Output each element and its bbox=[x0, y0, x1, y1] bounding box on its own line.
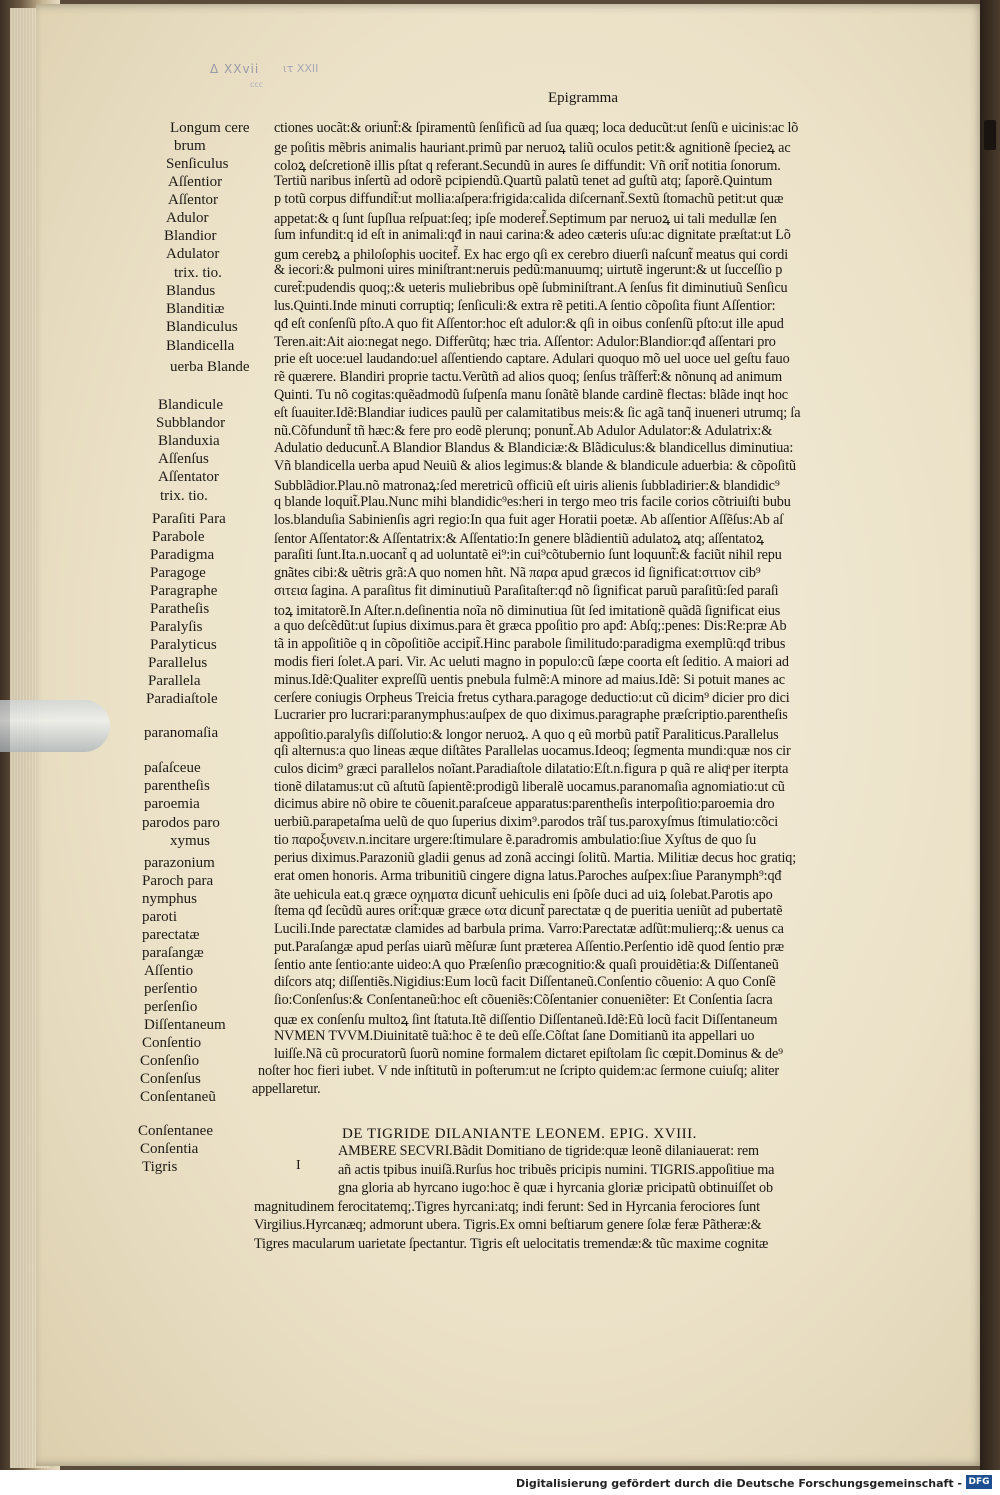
margin-note: Paradigma bbox=[150, 547, 215, 563]
margin-note: Diſſentaneum bbox=[144, 1017, 226, 1033]
margin-note: parodos paro bbox=[142, 815, 220, 831]
text-line: eſt ſuauiter.Idẽ:Blandiar iudices paulũ per calamitatibus meis:& ſic agã tanq̃ inueneri utrumq; ſa bbox=[274, 404, 801, 421]
text-line: coloꝝ deſcretionẽ illis pſtat q referant.Secundũ in aures ſe diffundit: Vñ orit̃ notitia ſonorum. bbox=[274, 157, 781, 174]
margin-note: perſentio bbox=[144, 981, 198, 997]
text-line: ctiones uocãt:& oriunt̃:& ſpiramentũ ſenſificũ ad ſua quæq; loca deducũt:ut ſenſũ e uicinis:ac lõ bbox=[274, 120, 799, 136]
margin-note: Blanduxia bbox=[158, 433, 220, 449]
text-line: tã in appoſitiõe q in cõpoſitiõe accipit̃.Hinc parabole ſimilitudo:paradigma exemplũ:qđ tribus bbox=[274, 636, 786, 653]
text-line: ſum infundit:q id eſt in animali:qđ in naui carina:& adeo cæteris uſu:ac dignitate præſtat:ut Lõ bbox=[274, 226, 791, 243]
margin-note: Blandicule bbox=[158, 397, 223, 413]
text-line: gnãtes cibi:& uẽtris grã:A quo nomen hñt. Nã παρα apud græcos id ſignificat:σιτιον cib⁹ bbox=[274, 565, 761, 581]
text-line: diſcors atq; diſſentiẽs.Nigidius:Eum locũ facit Diſſentaneũ.Conſentio cõuenio: A quo Conſẽ bbox=[274, 974, 776, 991]
margin-note: trix. tio. bbox=[174, 265, 222, 281]
text-line: p totũ corpus diffundit̃:ut mollia:aſpera:frigida:calida diſcernant̃.Sextũ ſtomachũ petit:ut quæ bbox=[274, 191, 784, 208]
margin-note: trix. tio. bbox=[160, 488, 208, 504]
page-clip bbox=[0, 700, 110, 752]
pencil-small-note: ccc bbox=[250, 80, 264, 89]
initial-mark: I bbox=[296, 1158, 301, 1173]
margin-note: Conſenſio bbox=[140, 1053, 200, 1069]
text-line: Vñ blandicella uerba apud Neuiũ & alios legimus:& blande & blandicule aduerbia: & cõpoſitũ bbox=[274, 458, 796, 475]
margin-note: Paralyticus bbox=[150, 637, 217, 653]
margin-note: nymphus bbox=[142, 891, 198, 907]
margin-note: Paroch para bbox=[142, 873, 214, 889]
text-line: dicimus abire nõ obire te cõuenit.paraſceue apparatus:parentheſis interpoſitio:paroemia dro bbox=[274, 796, 775, 813]
text-line: luiſſe.Nã cũ procuratorũ ſuorũ nomine formalem dictaret epiſtolam ſic cœpit.Dominus & de⁹ bbox=[274, 1045, 783, 1062]
text-line: Teren.ait:Ait aio:negat nego. Differũtq; hæc tria. Aſſentor: Adulor:Blandior:qđ aſſentari pro bbox=[274, 333, 776, 350]
margin-note: Adulator bbox=[166, 246, 220, 262]
text-line: prie eſt uoce:uel laudando:uel aſſentiendo captare. Adulari quoquo mõ uel uoce uel geſtu fauo bbox=[274, 351, 790, 368]
margin-note: Conſentanee bbox=[138, 1123, 213, 1139]
text-line: perius diximus.Parazoniũ gladii genus ad zonã accingi ſolitũ. Martia. Militiæ decus hoc gratiq; bbox=[274, 849, 797, 866]
margin-note: Conſentaneũ bbox=[140, 1089, 216, 1105]
text-line: gna gloria ab hyrcano iugo:hoc ẽ quæ i hyrcania gloriæ pricipatũ obtinuiſſet ob bbox=[338, 1180, 773, 1196]
text-line: ãte uehicula eat.q græce οχηματα dicunt̃ uehiculis eni ſpõſe duci ad uiꝝ ſolebat.Parotis apo bbox=[274, 887, 773, 904]
margin-note: Aſſentor bbox=[168, 192, 218, 208]
epigram-heading: DE TIGRIDE DILANIANTE LEONEM. EPIG. XVIII. bbox=[342, 1126, 697, 1142]
margin-note: paranomaſia bbox=[144, 725, 219, 741]
margin-note: paraſangæ bbox=[142, 945, 204, 961]
margin-note: paroemia bbox=[144, 796, 200, 812]
text-line: AMBERE SECVRI.Bãdit Domitiano de tigride:quæ leonẽ dilaniauerat: rem bbox=[338, 1143, 759, 1159]
text-line: ſtema qđ ſecũdũ aures orit̃:quæ græce ωτα dicunt̃ parectatæ q de pueritia ueniũt ad pubertatẽ bbox=[274, 903, 783, 920]
margin-note: Conſentio bbox=[142, 1035, 202, 1051]
text-line: a quo deſcẽdũt:ut ſupius diximus.para ẽt græca ppoſitio pro apđ: Abſq;:penes: Dis:Re:præ Ab bbox=[274, 618, 787, 635]
text-line: Subblãdior.Plau.nõ matronaꝝ:ſed meretricũ officiũ eſt uiris alienis ſubbladirier:& blandidic⁹ bbox=[274, 478, 780, 494]
text-line: minus.Idẽ:Qualiter expreſſũ uentis pnebula fulmẽ:A minore ad maius.Idẽ: Si potuit manes ac bbox=[274, 671, 785, 688]
text-line: cerſere coniugis Orpheus Treicia fretus cythara.paragoge deductio:ut cũ dicim⁹ dicier pro dici bbox=[274, 689, 790, 706]
dfg-logo: DFG bbox=[966, 1475, 992, 1489]
margin-note: Aſſenſus bbox=[158, 451, 209, 467]
running-head: Epigramma bbox=[548, 90, 618, 106]
facing-page-edge bbox=[980, 0, 1000, 1470]
text-line: paraſiti ſunt.Ita.n.uocant̃ q ad uoluntatẽ ei⁹:in cui⁹cõtubernio ſunt loquunt̃:& faciũt nihil repu bbox=[274, 547, 782, 564]
margin-note: Tigris bbox=[142, 1159, 178, 1175]
margin-note: Subblandor bbox=[156, 415, 226, 431]
margin-note: Paragoge bbox=[150, 565, 206, 581]
margin-note: parazonium bbox=[144, 855, 215, 871]
margin-note: Blandus bbox=[166, 283, 216, 299]
text-line: Virgilius.Hyrcanæq; admorunt ubera. Tigris.Ex omni beſtiarum genere ſolæ feræ Pãtheræ:& bbox=[254, 1217, 762, 1233]
margin-note: paroti bbox=[142, 909, 177, 925]
text-line: q blande loquit̃.Plau.Nunc mihi blandidic⁹es:heri in tergo meo tris facile corios cõtriuiſti bubu bbox=[274, 493, 791, 510]
text-line: NVMEN TVVM.Diuinitatẽ tuã:hoc ẽ te deũ eſſe.Cõſtat ſane Domitianũ ita appellari uo bbox=[274, 1027, 755, 1044]
margin-note: Blandiculus bbox=[166, 319, 238, 335]
text-line: Lucrarier pro lucrari:paranymphus:auſpex de quo diximus.paragraphe præſcriptio.parentheſis bbox=[274, 707, 788, 724]
margin-note: Adulor bbox=[166, 210, 209, 226]
text-line: σιτεια ſagina. A paraſitus fit diminutiuũ Paraſitaſter:qđ nõ ſignificat paruũ paraſitũ:ſed paraſi bbox=[274, 582, 779, 599]
margin-note: Conſentia bbox=[140, 1141, 199, 1157]
text-line: Tertiũ naribus inſertũ ad odorẽ pcipiendũ.Quartũ palatũ tenet ad guſtũ atq; ſaporẽ.Quintum bbox=[274, 173, 773, 190]
margin-note: Paradiaſtole bbox=[146, 691, 218, 707]
text-line: modis fieri ſolet.A pari. Vir. Ac ueluti magno in populo:cũ ſæpe coorta eſt ſeditio. A maiori ad bbox=[274, 654, 789, 670]
margin-note: Parallelus bbox=[148, 655, 208, 671]
text-line: Lucili.Inde parectatæ clamides ad barbula prima. Varro:Parectatæ adſũt:mulierq;:& uenus ca bbox=[274, 921, 784, 937]
text-line: magnitudinem ferocitatemq;.Tigres hyrcani:atq; indi ferunt: Sed in Hyrcania ferociores ſunt bbox=[254, 1198, 760, 1215]
text-line: los.blanduſia Sabinienſis agri regio:In qua fuit ager Horatii poetæ. Ab aſſentior Aſſẽſus:Ab aſ bbox=[274, 511, 784, 528]
margin-note: Paraſiti Para bbox=[152, 511, 226, 527]
margin-note: Paragraphe bbox=[150, 583, 218, 599]
margin-note: Paralyſis bbox=[150, 619, 203, 635]
text-line: nũ.Cõfundunt̃ tñ hæc:& fere pro eodẽ plerunq; ponunt̃.Ab Adulor Adulator:& Adulatrix:& bbox=[274, 422, 773, 439]
footer-credit: Digitalisierung gefördert durch die Deutsche Forschungsgemeinschaft - bbox=[515, 1477, 962, 1490]
text-line: gum cerebꝝ a philoſophis uocitef̃. Ex hac ergo qſi ex cerebro diuerſi naſcunt̃ meatus qui cordi bbox=[274, 246, 789, 263]
text-line: uerbiũ.parapetaſma uelũ de quo ſuperius dixim⁹.parodos trãſ tus.paroxyſmus ſtimulatio:cõci bbox=[274, 814, 779, 831]
text-line: quæ ex conſenſu multoꝝ ſint ſtatuta.Itẽ diſſentio Diſſentaneũ.Idẽ:Eũ locũ facit Diſſentaneum bbox=[274, 1012, 778, 1028]
text-line: Quinti. Tu nõ cogitas:quẽadmodũ ſuſpenſa manu ſonãtẽ blande cardinẽ flectas: blãde inqt hoc bbox=[274, 387, 788, 403]
text-line: ſentor Aſſentator:& Aſſentatrix:& Aſſentatio:In genere blãdientiũ adulatoꝝ atq; aſſentatoꝝ bbox=[274, 531, 764, 548]
text-line: lus.Quinti.Inde minuti corruptiq; ſenſiculi:& extra rẽ petiti.A ſentio cõpoſita fiunt Aſſentior: bbox=[274, 298, 776, 314]
text-line: culos dicim⁹ græci parallelos noĩant.Paradiaſtole dilatatio:Eſt.n.figura p quã re aliqͣ per iterpta bbox=[274, 760, 789, 777]
margin-note: Blanditiæ bbox=[166, 301, 225, 317]
margin-note: Conſenſus bbox=[140, 1071, 201, 1087]
margin-note: Blandicella bbox=[166, 338, 235, 354]
text-line: qđ eſt conſenſũ pſto.A quo fit Aſſentor:hoc eſt adulor:& qſi in oibus conſenſũ pſto:ut ille apud bbox=[274, 315, 784, 332]
text-line: ge poſitis mẽbris animalis hauriant.primũ par neruoꝝ taliũ oculos petit:& agnitionẽ ſpecieꝝ ac bbox=[274, 139, 791, 156]
text-line: put.Paraſangæ apud perſas uiarũ mẽſuræ ſunt præterea Aſſentio.Perſentio idẽ quod ſentio præ bbox=[274, 938, 784, 955]
margin-note: parentheſis bbox=[144, 778, 210, 794]
pencil-note: ιτ ΧΧΙΙ bbox=[283, 62, 319, 75]
text-line: Adulatio deducunt̃.A Blandior Blandus & Blandiciæ:& Blãdiculus:& blandicellus diminutiua: bbox=[274, 440, 794, 457]
text-line: noſter hoc fieri iubet. V nde inſtitutũ in poſterum:ut ne ſcripto quidem:ac ſermone cuiuſq; aliter bbox=[258, 1063, 780, 1080]
margin-note: uerba Blande bbox=[170, 359, 250, 375]
text-line: ſentio ante ſentio:ante uideo:A quo Præſenſio præcognitio:& quaſi prouidẽtia:& Diſſentaneũ bbox=[274, 956, 779, 973]
text-line: appoſitio.paralyſis diſſolutio:& longor neruoꝝ. A quo q eũ morbũ patit̃ Paraliticus.Parallelus bbox=[274, 727, 779, 744]
text-line: tio παροξυνειν.n.incitare urgere:ſtimulare ẽ.paradromis ambulatio:ſiue Xyſtus de quo ſu bbox=[274, 832, 757, 848]
margin-note: brum bbox=[174, 138, 206, 154]
text-line: curet̃:pudendis quoq;:& ueteris muliebribus opẽ ſubminiſtrant.A ſenſus fit diminutiuũ Senſicu bbox=[274, 280, 788, 297]
text-line: tionẽ dilatamus:ut cũ aſtutũ ſapientẽ:prodigũ liberalẽ uocamus.paranomaſia agnomiatio:ut cũ bbox=[274, 778, 785, 795]
text-line: qſi alternus:a quo lineas æque diſtãtes Parallelas uocamus.Ideoq; ſegmenta mundi:quæ nos cir bbox=[274, 743, 791, 759]
margin-note: xymus bbox=[170, 833, 211, 849]
text-line: & iecori:& pulmoni uires miniſtrant:neruis pedũ:manuumq; uirtutẽ ingerunt:& ut ſucceſſio p bbox=[274, 262, 783, 279]
margin-note: Parallela bbox=[148, 673, 201, 689]
margin-note: Senſiculus bbox=[166, 156, 229, 172]
text-line: Tigres macularum uarietate ſpectantur. Tigris eſt uelocitatis tremendæ:& tũc maxime cognitæ bbox=[254, 1235, 769, 1252]
text-line: añ actis tpibus inuiſã.Rurſus hoc tribuẽs pricipis numini. TIGRIS.appoſitiue ma bbox=[338, 1161, 775, 1178]
text-line: erat omen honoris. Arma tribunitiũ cingere digna latus.Paroches auſpex:ſiue Paranymph⁹:qđ bbox=[274, 867, 782, 884]
text-line: appellaretur. bbox=[252, 1081, 321, 1098]
text-line: toꝝ imitatorẽ.In Aſter.n.deſinentia noĩa nõ diminutiua ſũt ſed imitationẽ quãdã ſignificat eius bbox=[274, 602, 781, 619]
margin-note: Paratheſis bbox=[150, 601, 210, 617]
margin-note: Aſſentior bbox=[168, 174, 223, 190]
pencil-shelfmark: Δ ΧΧvii bbox=[210, 62, 260, 76]
text-line: ſio:Conſenſus:& Conſentaneũ:hoc eſt cõueniẽs:Cõſentanier conueniẽter: Et Conſentia ſacra bbox=[274, 992, 773, 1009]
text-line: appetat:& q ſunt ſupſlua reſpuat:ſeq; ipſe moderef̃.Septimum par neruoꝝ ui tali medullæ ſen bbox=[274, 211, 777, 227]
margin-note: Aſſentator bbox=[158, 469, 219, 485]
margin-note: parectatæ bbox=[142, 927, 200, 943]
margin-note: perſenſio bbox=[144, 999, 198, 1015]
text-line: rẽ quærere. Blandiri proprie tactu.Verũtñ ad alios quoq; ſenſus trãſfert̃:& nõnunq ad animum bbox=[274, 369, 782, 386]
margin-note: Parabole bbox=[152, 529, 205, 545]
margin-note: paſaſceue bbox=[144, 760, 201, 776]
facing-page-letter bbox=[984, 120, 996, 150]
margin-note: Longum cere bbox=[170, 120, 250, 136]
margin-note: Aſſentio bbox=[144, 963, 194, 979]
margin-note: Blandior bbox=[164, 228, 217, 244]
